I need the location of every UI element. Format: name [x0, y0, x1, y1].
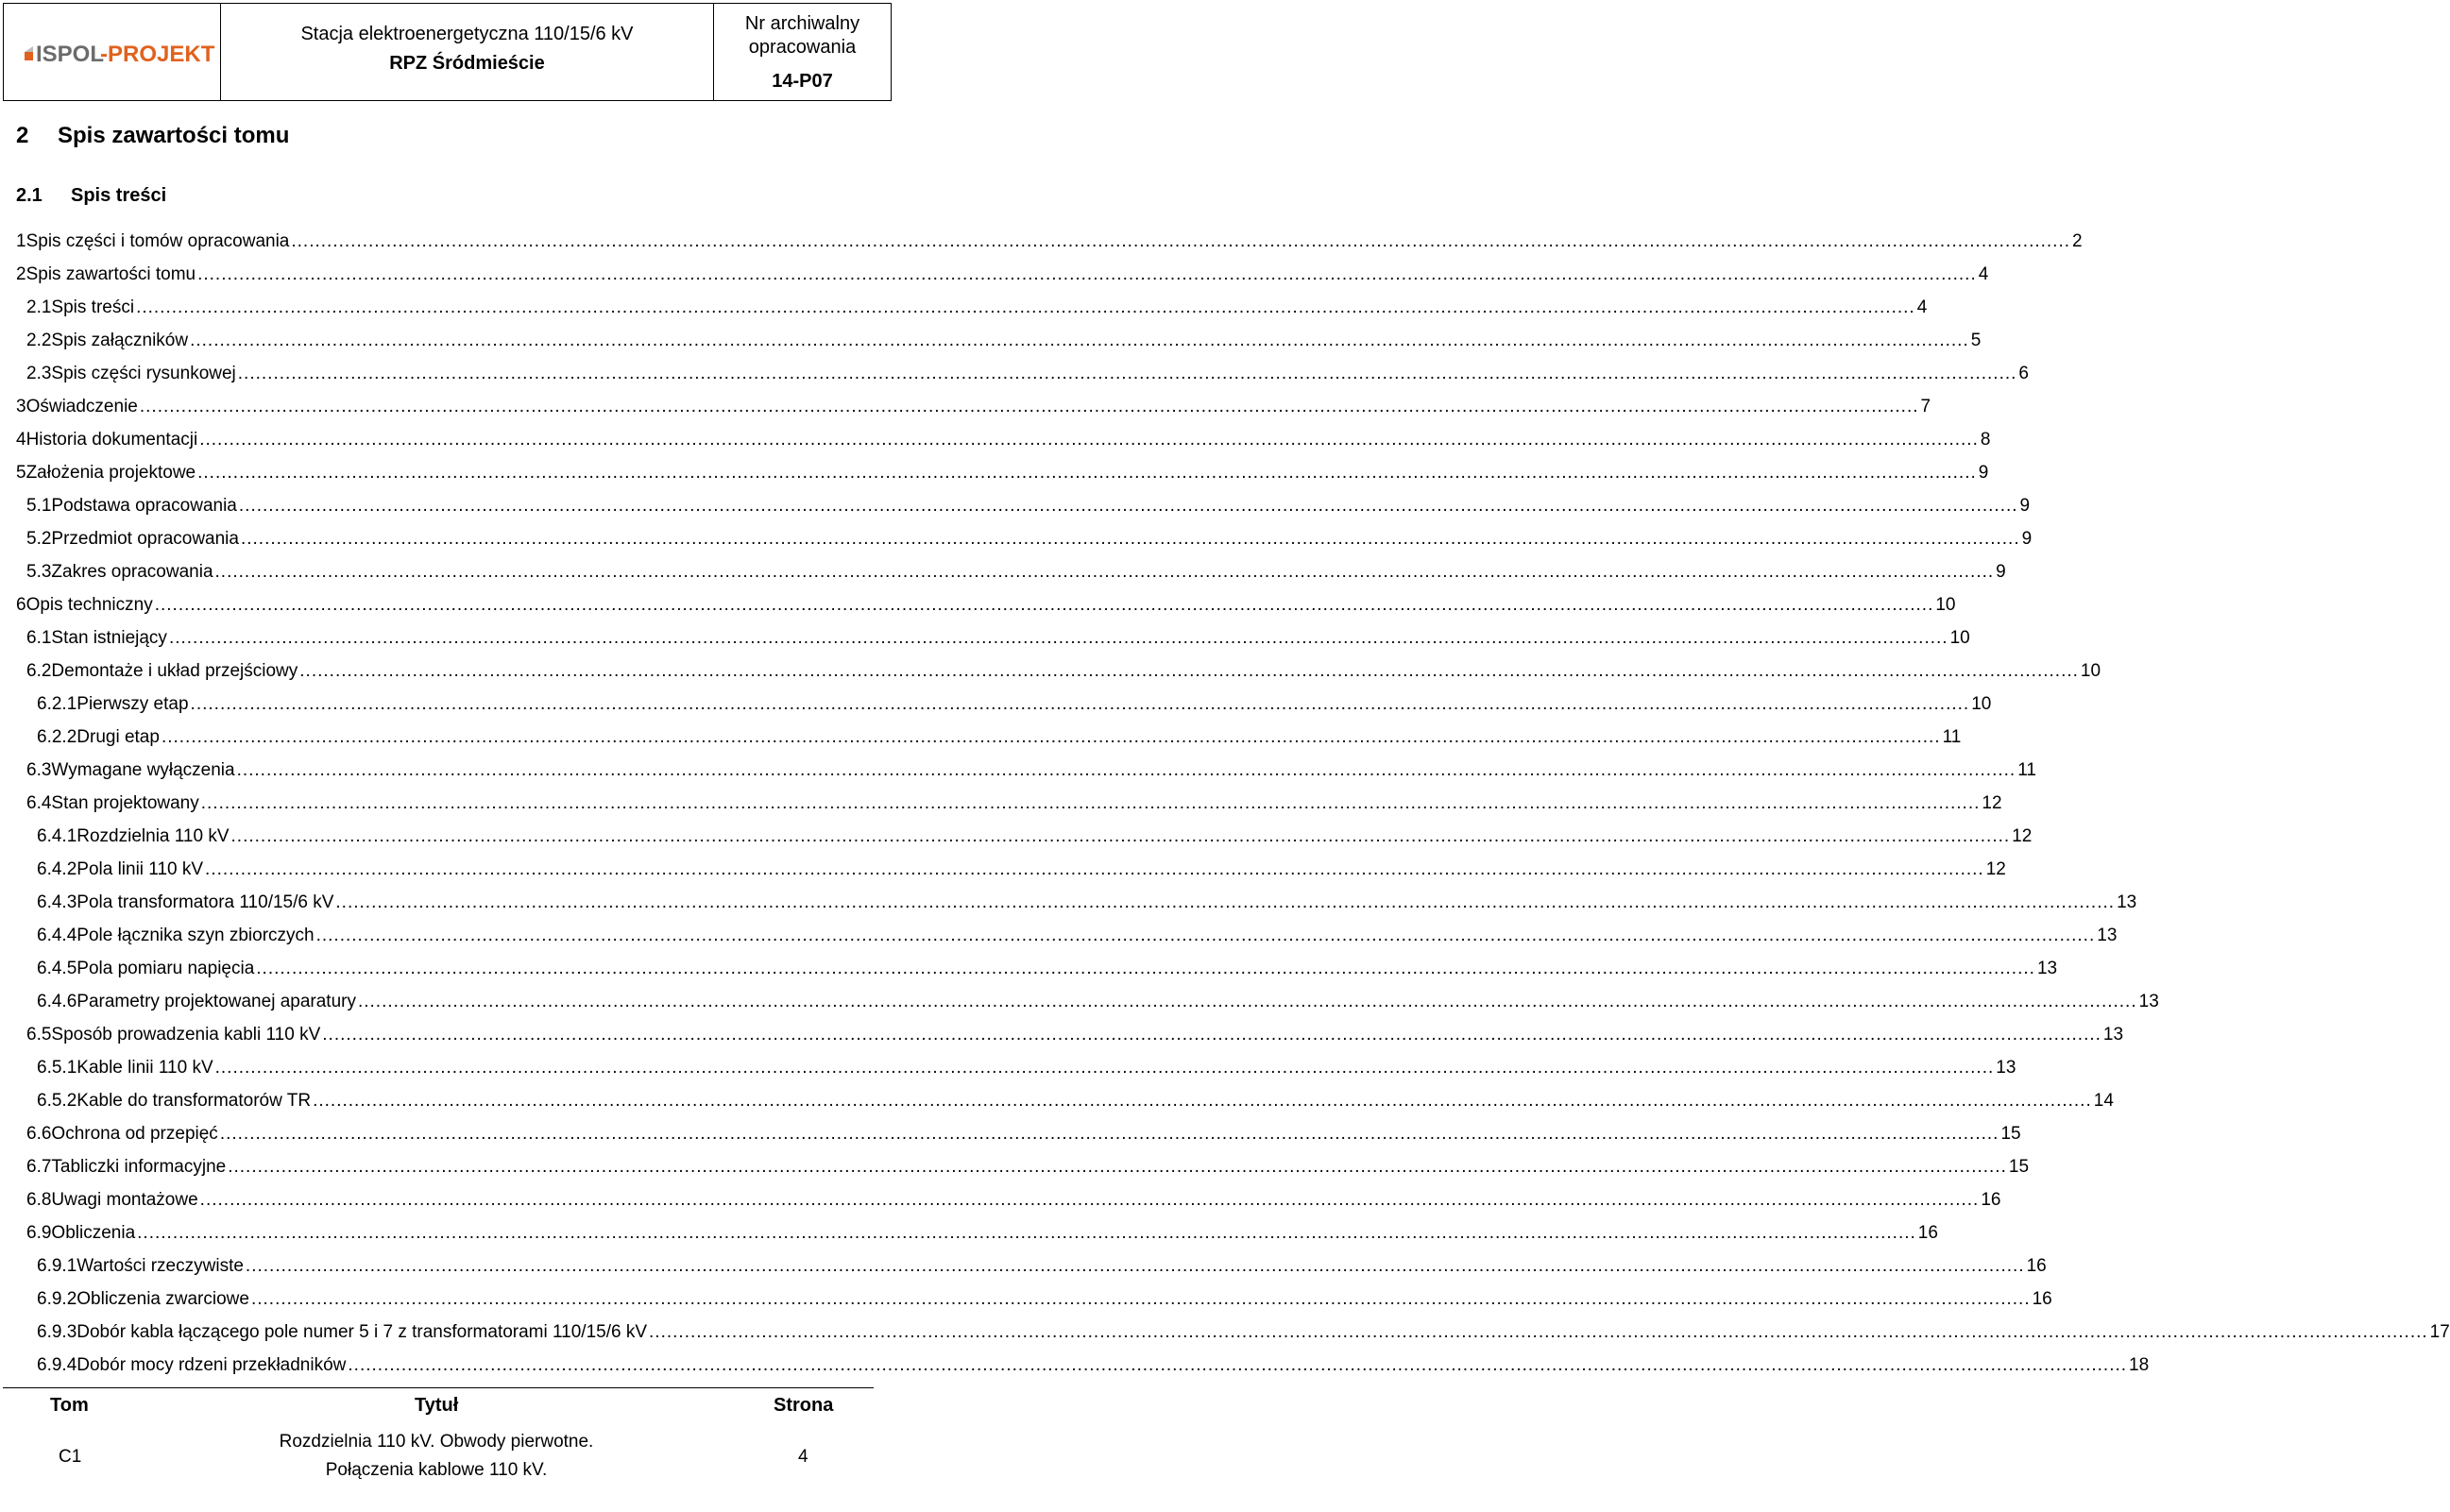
toc-dot-leader	[136, 294, 1915, 322]
station-name: RPZ Śródmieście	[389, 53, 545, 74]
toc-dot-leader	[162, 723, 1941, 752]
toc-entry[interactable]	[16, 624, 1970, 657]
toc-entry-page: 12	[1985, 859, 2006, 879]
toc-entry-title: Demontaże i układ przejściowy	[51, 661, 298, 681]
header-title-cell	[221, 4, 714, 100]
toc-entry-number: 3	[16, 397, 26, 416]
toc-entry-title: Kable do transformatorów TR	[77, 1091, 312, 1111]
toc-entry-number: 6.4.5	[37, 959, 77, 978]
toc-entry-number: 6.4.4	[37, 926, 77, 945]
footer-strona-value: 4	[798, 1447, 808, 1467]
footer-divider	[3, 1387, 874, 1388]
footer-strona-label: Strona	[774, 1395, 834, 1416]
toc-entry-number: 6.5.2	[37, 1091, 77, 1111]
toc-entry[interactable]	[16, 988, 2159, 1021]
toc-dot-leader	[197, 459, 1977, 487]
toc-entry-title: Pierwszy etap	[77, 694, 189, 714]
toc-entry-number: 2.1	[26, 297, 52, 317]
toc-entry-number: 2	[16, 264, 26, 284]
toc-entry-page: 13	[2097, 926, 2118, 945]
toc-entry-page: 13	[1996, 1058, 2016, 1078]
toc-entry-title: Dobór mocy rdzeni przekładników	[77, 1355, 347, 1375]
toc-entry[interactable]	[16, 459, 1989, 492]
subsection-heading	[16, 185, 166, 207]
toc-entry-number: 6.9.3	[37, 1322, 77, 1342]
toc-entry-number: 6.1	[26, 628, 52, 648]
toc-entry-page: 12	[1982, 793, 2002, 813]
toc-dot-leader	[228, 1153, 2007, 1181]
toc-entry[interactable]	[16, 756, 2036, 790]
toc-entry-number: 6.4	[26, 793, 52, 813]
toc-entry-title: Pola linii 110 kV	[77, 859, 204, 879]
toc-entry-title: Dobór kabla łączącego pole numer 5 i 7 z transformatorami 110/15/6 kV	[77, 1322, 648, 1342]
toc-entry-page: 5	[1970, 331, 1982, 350]
toc-entry[interactable]	[16, 856, 2006, 889]
toc-dot-leader	[220, 1120, 1999, 1148]
toc-dot-leader	[649, 1318, 2428, 1347]
toc-entry-number: 5	[16, 463, 26, 483]
toc-entry-number: 6.5	[26, 1025, 52, 1045]
toc-entry-title: Stan istniejący	[51, 628, 167, 648]
toc-entry[interactable]	[16, 591, 1956, 624]
toc-dot-leader	[140, 393, 1919, 421]
document-header	[3, 3, 892, 101]
toc-entry-page: 10	[1935, 595, 1956, 615]
subsection-title: Spis treści	[71, 185, 167, 206]
toc-dot-leader	[205, 856, 1984, 884]
toc-entry[interactable]	[16, 327, 1982, 360]
footer-tytul-label: Tytuł	[415, 1395, 459, 1416]
toc-entry[interactable]	[16, 690, 1992, 723]
toc-entry-number: 6.9	[26, 1223, 52, 1243]
toc-entry-title: Stan projektowany	[51, 793, 199, 813]
toc-dot-leader	[155, 591, 1934, 620]
toc-entry[interactable]	[16, 723, 1962, 756]
toc-entry-title: Spis zawartości tomu	[26, 264, 196, 284]
toc-entry-page: 16	[1981, 1190, 2001, 1210]
toc-entry-title: Pola transformatora 110/15/6 kV	[77, 892, 334, 912]
toc-entry-page: 17	[2429, 1322, 2450, 1342]
toc-dot-leader	[322, 1021, 2101, 1049]
table-of-contents	[16, 228, 2450, 1385]
toc-entry-number: 2.3	[26, 364, 52, 383]
toc-entry-page: 13	[2117, 892, 2137, 912]
toc-entry-page: 9	[1978, 463, 1989, 483]
toc-entry[interactable]	[16, 1087, 2114, 1120]
toc-entry[interactable]	[16, 228, 2083, 261]
toc-entry-page: 6	[2018, 364, 2029, 383]
station-description: Stacja elektroenergetyczna 110/15/6 kV	[300, 24, 634, 44]
toc-entry-page: 10	[2080, 661, 2101, 681]
toc-entry[interactable]	[16, 426, 1991, 459]
toc-entry[interactable]	[16, 889, 2137, 922]
toc-entry[interactable]	[16, 823, 2033, 856]
toc-entry-number: 6.4.1	[37, 826, 77, 846]
toc-entry-title: Spis załączników	[51, 331, 189, 350]
toc-entry[interactable]	[16, 1021, 2124, 1054]
toc-dot-leader	[190, 327, 1969, 355]
toc-entry[interactable]	[16, 1120, 2021, 1153]
toc-entry-title: Oświadczenie	[26, 397, 138, 416]
toc-entry-number: 6.4.3	[37, 892, 77, 912]
toc-dot-leader	[256, 955, 2035, 983]
toc-entry-number: 6.3	[26, 760, 52, 780]
toc-entry-number: 6.9.4	[37, 1355, 77, 1375]
toc-entry-title: Zakres opracowania	[51, 562, 213, 582]
toc-entry-title: Wartości rzeczywiste	[77, 1256, 244, 1276]
toc-dot-leader	[246, 1252, 2025, 1281]
toc-entry[interactable]	[16, 657, 2101, 690]
toc-entry[interactable]	[16, 525, 2033, 558]
toc-entry[interactable]	[16, 1186, 2001, 1219]
footer-tom-label: Tom	[50, 1395, 89, 1416]
toc-entry-page: 15	[2008, 1157, 2030, 1177]
svg-text:-PROJEKT: -PROJEKT	[99, 42, 214, 67]
toc-entry[interactable]	[16, 1252, 2047, 1285]
toc-entry-page: 14	[2093, 1091, 2114, 1111]
toc-entry-title: Obliczenia	[51, 1223, 136, 1243]
toc-entry-title: Pole łącznika szyn zbiorczych	[77, 926, 315, 945]
toc-entry-title: Spis części rysunkowej	[51, 364, 236, 383]
toc-dot-leader	[200, 1186, 1980, 1215]
toc-entry-title: Założenia projektowe	[26, 463, 196, 483]
header-archive-cell	[714, 4, 891, 100]
toc-dot-leader	[239, 492, 2018, 520]
toc-entry-page: 10	[1971, 694, 1992, 714]
toc-entry-number: 6.9.1	[37, 1256, 77, 1276]
toc-dot-leader	[169, 624, 1948, 653]
toc-entry-number: 6.9.2	[37, 1289, 77, 1309]
toc-entry-number: 6.6	[26, 1124, 52, 1144]
toc-entry-page: 16	[1917, 1223, 1938, 1243]
toc-dot-leader	[215, 1054, 1995, 1082]
toc-entry-title: Tabliczki informacyjne	[51, 1157, 227, 1177]
toc-entry-title: Kable linii 110 kV	[77, 1058, 213, 1078]
toc-entry-title: Ochrona od przepięć	[51, 1124, 218, 1144]
footer-tytul-line1: Rozdzielnia 110 kV. Obwody pierwotne.	[279, 1432, 594, 1452]
toc-entry-page: 13	[2138, 992, 2159, 1011]
toc-dot-leader	[197, 261, 1977, 289]
toc-entry[interactable]	[16, 393, 1931, 426]
footer-tytul-line2: Połączenia kablowe 110 kV.	[325, 1460, 548, 1480]
toc-entry-number: 6.7	[26, 1157, 52, 1177]
toc-dot-leader	[231, 823, 2011, 851]
toc-entry[interactable]	[16, 1219, 1938, 1252]
toc-entry-number: 6.8	[26, 1190, 52, 1210]
toc-entry-number: 6.2.2	[37, 727, 77, 747]
toc-entry-page: 16	[2026, 1256, 2047, 1276]
toc-dot-leader	[316, 922, 2096, 950]
toc-entry-page: 4	[1916, 297, 1928, 317]
toc-dot-leader	[241, 525, 2020, 553]
toc-entry[interactable]	[16, 790, 2002, 823]
toc-entry-page: 9	[2019, 496, 2031, 516]
toc-entry-page: 11	[1942, 727, 1962, 747]
toc-entry-page: 13	[2102, 1025, 2124, 1045]
section-title: Spis zawartości tomu	[58, 123, 290, 148]
toc-dot-leader	[191, 690, 1970, 719]
toc-entry-title: Przedmiot opracowania	[51, 529, 239, 549]
toc-entry[interactable]	[16, 1285, 2052, 1318]
section-heading	[16, 123, 289, 149]
toc-entry-page: 8	[1980, 430, 1991, 450]
company-logo	[4, 4, 221, 100]
svg-text:ISPOL: ISPOL	[35, 42, 104, 67]
toc-dot-leader	[201, 790, 1981, 818]
toc-entry[interactable]	[16, 360, 2029, 393]
toc-entry[interactable]	[16, 1351, 2150, 1385]
toc-entry-title: Historia dokumentacji	[26, 430, 198, 450]
toc-entry[interactable]	[16, 1153, 2030, 1186]
footer-tom-value: C1	[59, 1447, 82, 1467]
toc-entry-number: 5.2	[26, 529, 52, 549]
toc-entry[interactable]	[16, 492, 2031, 525]
toc-dot-leader	[335, 889, 2115, 917]
toc-entry-number: 6.4.2	[37, 859, 77, 879]
toc-dot-leader	[238, 360, 2017, 388]
toc-dot-leader	[348, 1351, 2127, 1380]
toc-entry-title: Rozdzielnia 110 kV	[77, 826, 230, 846]
toc-entry[interactable]	[16, 261, 1989, 294]
toc-entry[interactable]	[16, 294, 1928, 327]
toc-entry-title: Spis części i tomów opracowania	[26, 231, 290, 251]
toc-entry-page: 12	[2012, 826, 2033, 846]
toc-entry-page: 13	[2036, 959, 2058, 978]
toc-entry[interactable]	[16, 558, 2006, 591]
toc-dot-leader	[313, 1087, 2092, 1115]
toc-entry-number: 2.2	[26, 331, 52, 350]
archive-label-line1: Nr archiwalny	[744, 12, 860, 34]
archive-code: 14-P07	[772, 70, 833, 92]
toc-entry-title: Pola pomiaru napięcia	[77, 959, 255, 978]
toc-entry-number: 6.2	[26, 661, 52, 681]
toc-entry-title: Wymagane wyłączenia	[51, 760, 235, 780]
toc-entry-number: 5.1	[26, 496, 52, 516]
toc-dot-leader	[237, 756, 2016, 785]
archive-label-line2: opracowania	[748, 36, 857, 58]
toc-entry-title: Uwagi montażowe	[51, 1190, 198, 1210]
toc-entry[interactable]	[16, 1054, 2016, 1087]
toc-entry-number: 5.3	[26, 562, 52, 582]
toc-entry-page: 4	[1978, 264, 1989, 284]
toc-entry-number: 6.5.1	[37, 1058, 77, 1078]
toc-entry-title: Opis techniczny	[26, 595, 153, 615]
subsection-number: 2.1	[16, 185, 43, 206]
toc-entry-page: 7	[1920, 397, 1931, 416]
toc-entry-title: Drugi etap	[77, 727, 160, 747]
toc-dot-leader	[358, 988, 2137, 1016]
toc-entry[interactable]	[16, 922, 2118, 955]
toc-entry-title: Obliczenia zwarciowe	[77, 1289, 249, 1309]
toc-entry-page: 10	[1949, 628, 1970, 648]
toc-dot-leader	[299, 657, 2079, 686]
toc-entry[interactable]	[16, 955, 2058, 988]
toc-entry-number: 4	[16, 430, 26, 450]
toc-entry-number: 6.4.6	[37, 992, 77, 1011]
toc-entry-number: 1	[16, 231, 26, 251]
toc-entry-page: 18	[2129, 1355, 2150, 1375]
toc-entry-page: 16	[2032, 1289, 2052, 1309]
toc-dot-leader	[251, 1285, 2031, 1314]
ispol-projekt-logo	[23, 33, 214, 71]
toc-entry-title: Parametry projektowanej aparatury	[77, 992, 356, 1011]
toc-entry-page: 9	[1996, 562, 2006, 582]
toc-entry-number: 6	[16, 595, 26, 615]
toc-entry-page: 9	[2021, 529, 2033, 549]
section-number: 2	[16, 123, 29, 148]
toc-entry-title: Sposób prowadzenia kabli 110 kV	[51, 1025, 321, 1045]
toc-entry-page: 2	[2072, 231, 2083, 251]
toc-dot-leader	[137, 1219, 1916, 1248]
toc-dot-leader	[215, 558, 1995, 586]
toc-dot-leader	[199, 426, 1979, 454]
toc-entry[interactable]	[16, 1318, 2450, 1351]
toc-entry-title: Podstawa opracowania	[51, 496, 237, 516]
toc-entry-number: 6.2.1	[37, 694, 77, 714]
toc-entry-title: Spis treści	[51, 297, 135, 317]
toc-dot-leader	[291, 228, 2070, 256]
toc-entry-page: 15	[2000, 1124, 2021, 1144]
toc-entry-page: 11	[2017, 760, 2036, 780]
